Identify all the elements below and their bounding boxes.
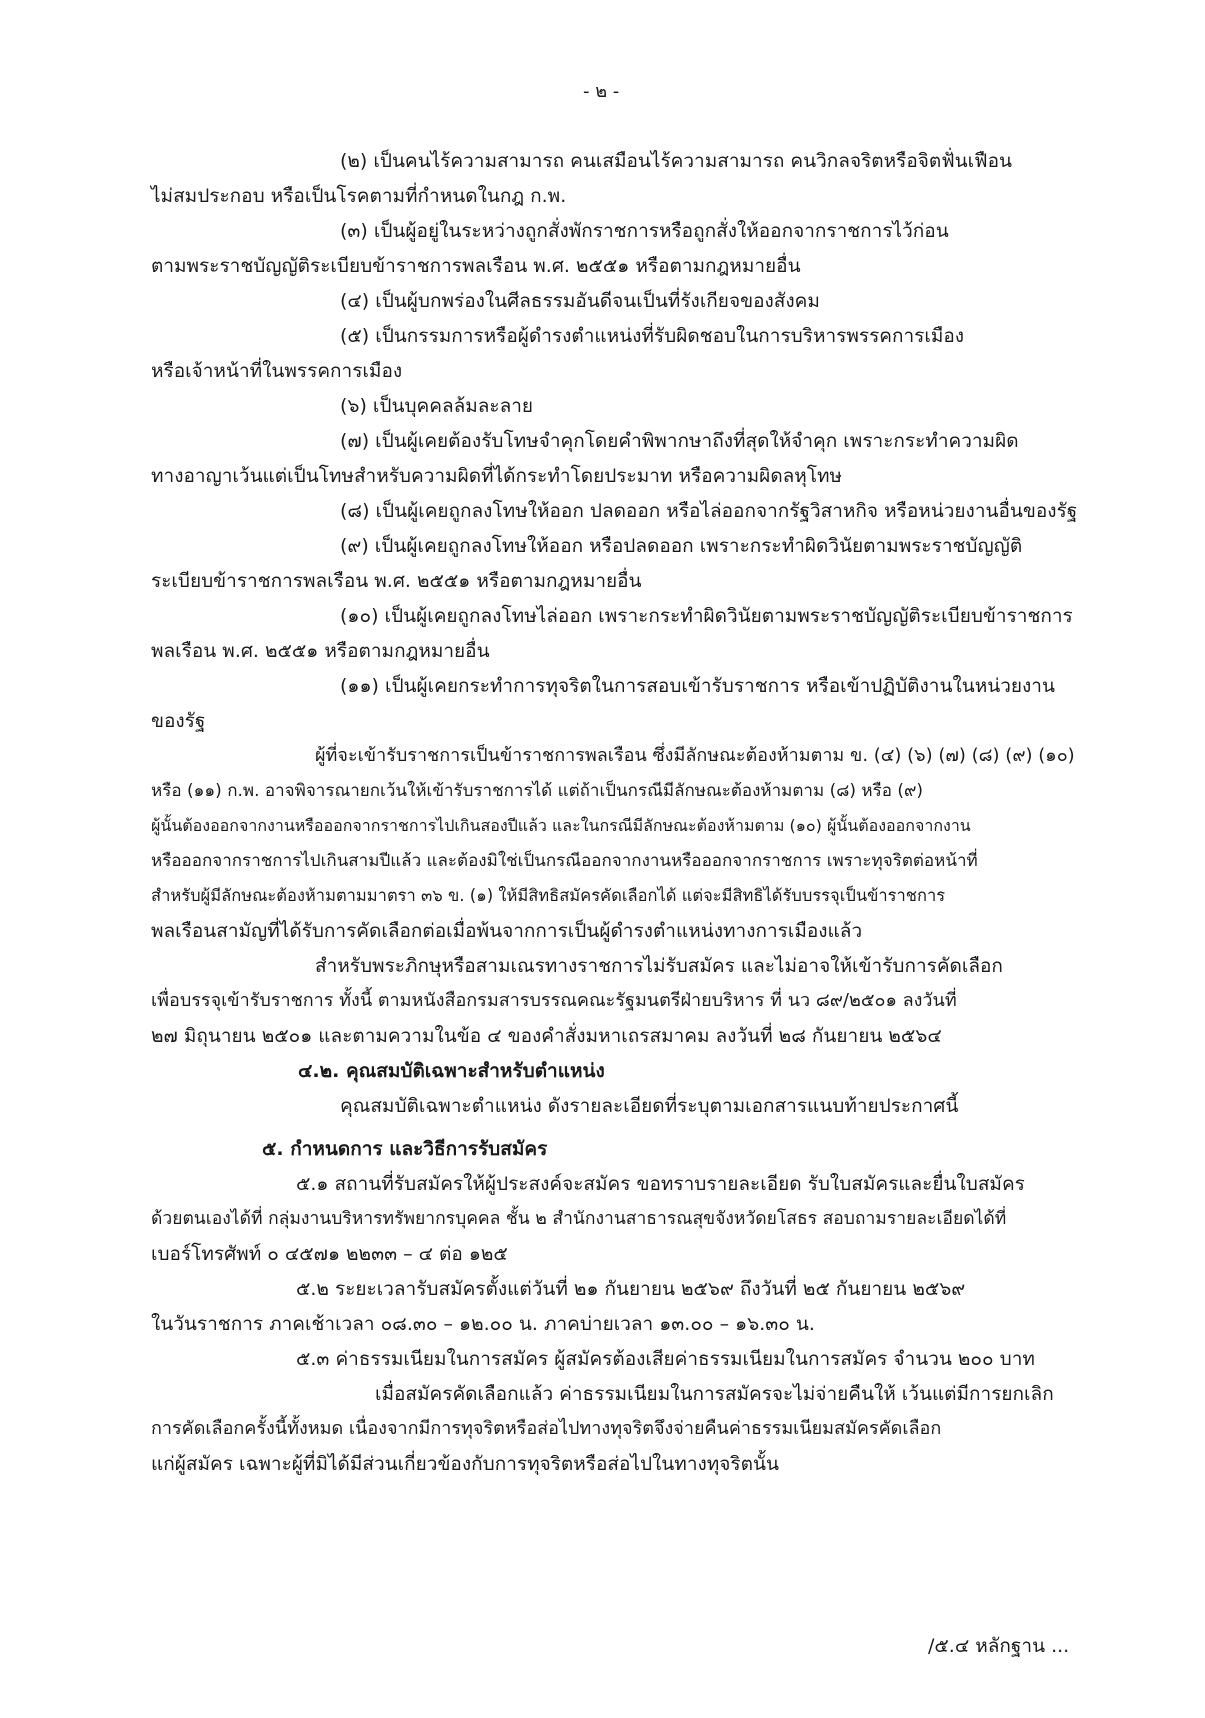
body-line: (๒) เป็นคนไร้ความสามารถ คนเสมือนไร้ความสามารถ คนวิกลจริตหรือจิตฟั่นเฟือน (340, 150, 1013, 172)
body-line: (๖) เป็นบุคคลล้มละลาย (340, 395, 534, 417)
body-line: ระเบียบข้าราชการพลเรือน พ.ศ. ๒๕๕๑ หรือตามกฎหมายอื่น (151, 570, 642, 592)
body-line: (๕) เป็นกรรมการหรือผู้ดำรงตำแหน่งที่รับผิดชอบในการบริหารพรรคการเมือง (340, 325, 965, 347)
body-line: ๒๗ มิถุนายน ๒๕๐๑ และตามความในข้อ ๔ ของคำสั่งมหาเถรสมาคม ลงวันที่ ๒๘ กันยายน ๒๕๖๔ (151, 1025, 942, 1047)
body-line: (๘) เป็นผู้เคยถูกลงโทษให้ออก ปลดออก หรือไล่ออกจากรัฐวิสาหกิจ หรือหน่วยงานอื่นของรัฐ (340, 500, 1078, 522)
body-line: (๑๐) เป็นผู้เคยถูกลงโทษไล่ออก เพราะกระทำผิดวินัยตามพระราชบัญญัติระเบียบข้าราชการ (340, 605, 1073, 627)
body-line: เบอร์โทรศัพท์ ๐ ๔๕๗๑ ๒๒๓๓ – ๔ ต่อ ๑๒๕ (151, 1243, 508, 1265)
body-line: พลเรือนสามัญที่ได้รับการคัดเลือกต่อเมื่อพ้นจากการเป็นผู้ดำรงตำแหน่งทางการเมืองแล้ว (151, 920, 863, 942)
body-line: (๙) เป็นผู้เคยถูกลงโทษให้ออก หรือปลดออก เพราะกระทำผิดวินัยตามพระราชบัญญัติ (340, 535, 1023, 557)
section-heading: ๔.๒. คุณสมบัติเฉพาะสำหรับตำแหน่ง (298, 1060, 605, 1082)
body-line: ๕.๒ ระยะเวลารับสมัครตั้งแต่วันที่ ๒๑ กันยายน ๒๕๖๙ ถึงวันที่ ๒๕ กันยายน ๒๕๖๙ (296, 1278, 966, 1300)
body-line: (๓) เป็นผู้อยู่ในระหว่างถูกสั่งพักราชการหรือถูกสั่งให้ออกจากราชการไว้ก่อน (340, 220, 949, 242)
body-line: ผู้ที่จะเข้ารับราชการเป็นข้าราชการพลเรือน ซึ่งมีลักษณะต้องห้ามตาม ข. (๔) (๖) (๗) (๘) (๙) (๑๐) (315, 745, 1075, 766)
body-line: ในวันราชการ ภาคเช้าเวลา ๐๘.๓๐ – ๑๒.๐๐ น. ภาคบ่ายเวลา ๑๓.๐๐ – ๑๖.๓๐ น. (151, 1313, 815, 1335)
section-heading: ๕. กำหนดการ และวิธีการรับสมัคร (262, 1138, 548, 1160)
body-line: เพื่อบรรจุเข้ารับราชการ ทั้งนี้ ตามหนังสือกรมสารบรรณคณะรัฐมนตรีฝ่ายบริหาร ที่ นว ๘๙/๒๕๐๑ ลงวันที่ (151, 990, 957, 1011)
body-line: ไม่สมประกอบ หรือเป็นโรคตามที่กำหนดในกฎ ก.พ. (151, 185, 567, 207)
body-line: หรือออกจากราชการไปเกินสามปีแล้ว และต้องมิใช่เป็นกรณีออกจากงานหรือออกจากราชการ เพราะทุจริตต่อหน้าที่ (151, 851, 978, 871)
body-line: ของรัฐ (151, 710, 206, 732)
body-line: แก่ผู้สมัคร เฉพาะผู้ที่มิได้มีส่วนเกี่ยวข้องกับการทุจริตหรือส่อไปในทางทุจริตนั้น (151, 1453, 779, 1475)
body-line: (๑๑) เป็นผู้เคยกระทำการทุจริตในการสอบเข้ารับราชการ หรือเข้าปฏิบัติงานในหน่วยงาน (340, 675, 1055, 697)
body-line: พลเรือน พ.ศ. ๒๕๕๑ หรือตามกฎหมายอื่น (151, 640, 490, 662)
body-line: คุณสมบัติเฉพาะตำแหน่ง ดังรายละเอียดที่ระบุตามเอกสารแนบท้ายประกาศนี้ (340, 1095, 959, 1117)
body-line: (๗) เป็นผู้เคยต้องรับโทษจำคุกโดยคำพิพากษาถึงที่สุดให้จำคุก เพราะกระทำความผิด (340, 430, 1019, 452)
body-line: ๕.๓ ค่าธรรมเนียมในการสมัคร ผู้สมัครต้องเสียค่าธรรมเนียมในการสมัคร จำนวน ๒๐๐ บาท (296, 1348, 1035, 1370)
body-line: เมื่อสมัครคัดเลือกแล้ว ค่าธรรมเนียมในการสมัครจะไม่จ่ายคืนให้ เว้นแต่มีการยกเลิก (375, 1383, 1054, 1405)
body-line: หรือ (๑๑) ก.พ. อาจพิจารณายกเว้นให้เข้ารับราชการได้ แต่ถ้าเป็นกรณีมีลักษณะต้องห้ามตาม (๘) หรือ (๙) (151, 781, 924, 801)
continuation-note: /๕.๔ หลักฐาน ... (928, 1635, 1070, 1657)
body-line: ทางอาญาเว้นแต่เป็นโทษสำหรับความผิดที่ได้กระทำโดยประมาท หรือความผิดลหุโทษ (151, 465, 843, 487)
page-number: - ๒ - (583, 81, 620, 102)
body-line: การคัดเลือกครั้งนี้ทั้งหมด เนื่องจากมีการทุจริตหรือส่อไปทางทุจริตจึงจ่ายคืนค่าธรรมเนียมสมัครคัดเลือก (151, 1418, 942, 1439)
body-line: หรือเจ้าหน้าที่ในพรรคการเมือง (151, 360, 403, 382)
body-line: ผู้นั้นต้องออกจากงานหรือออกจากราชการไปเกินสองปีแล้ว และในกรณีมีลักษณะต้องห้ามตาม (๑๐) ผู้นั้นต้องออกจากงาน (151, 816, 971, 835)
body-line: (๔) เป็นผู้บกพร่องในศีลธรรมอันดีจนเป็นที่รังเกียจของสังคม (340, 290, 820, 312)
body-line: ๕.๑ สถานที่รับสมัครให้ผู้ประสงค์จะสมัคร ขอทราบรายละเอียด รับใบสมัครและยื่นใบสมัคร (296, 1173, 1025, 1195)
body-line: สำหรับผู้มีลักษณะต้องห้ามตามมาตรา ๓๖ ข. (๑) ให้มีสิทธิสมัครคัดเลือกได้ แต่จะมีสิทธิได้รับบรรจุเป็นข้าราชการ (151, 886, 946, 905)
body-line: สำหรับพระภิกษุหรือสามเณรทางราชการไม่รับสมัคร และไม่อาจให้เข้ารับการคัดเลือก (315, 955, 1003, 977)
body-line: ตามพระราชบัญญัติระเบียบข้าราชการพลเรือน พ.ศ. ๒๕๕๑ หรือตามกฎหมายอื่น (151, 255, 801, 277)
body-line: ด้วยตนเองได้ที่ กลุ่มงานบริหารทรัพยากรบุคคล ชั้น ๒ สำนักงานสาธารณสุขจังหวัดยโสธร สอบถามรายละเอียดได้ที่ (151, 1209, 1007, 1229)
